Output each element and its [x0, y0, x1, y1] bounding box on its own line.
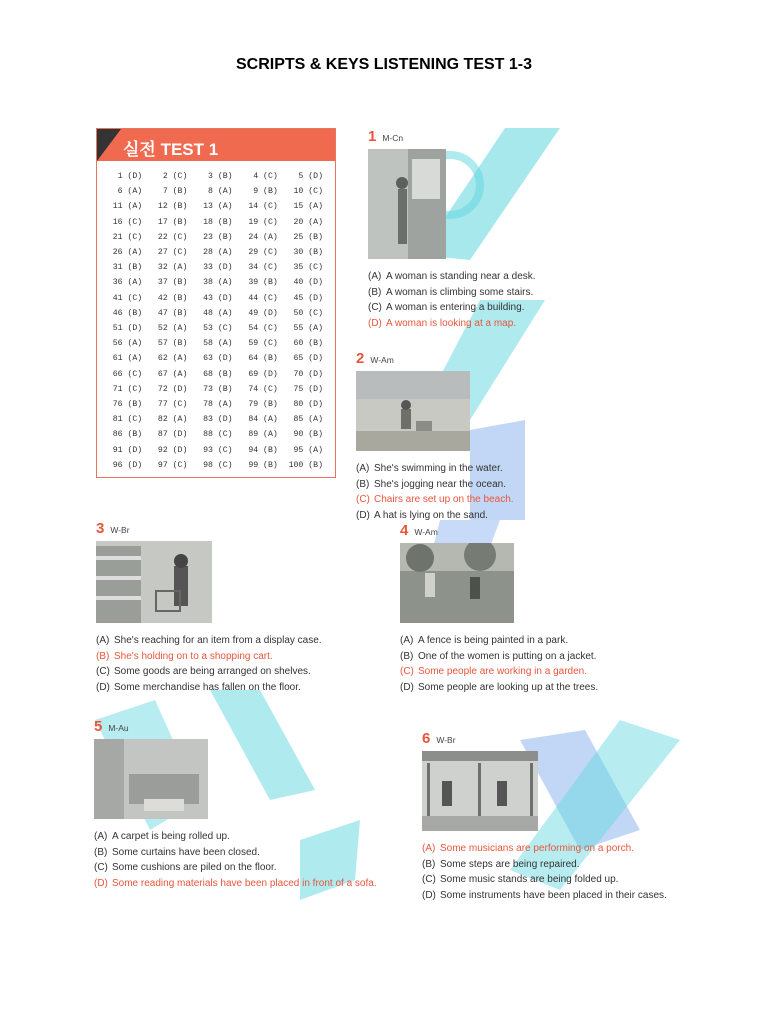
question-2: [356, 350, 686, 523]
answer-key-cell: 82 (A): [157, 415, 188, 425]
option-text: A carpet is being rolled up.: [112, 831, 230, 842]
question-4: [400, 522, 700, 695]
answer-key-cell: 85 (A): [293, 415, 323, 425]
speaker-label: W-Br: [110, 525, 130, 535]
answer-key-cell: 63 (D): [203, 354, 233, 364]
answer-key-cell: 47 (B): [157, 308, 188, 318]
photo-supermarket-shopper: [96, 541, 212, 623]
option-text: Some goods are being arranged on shelves.: [114, 666, 311, 677]
answer-key-cell: 57 (B): [157, 339, 188, 349]
answer-key-cell: 76 (B): [112, 400, 143, 410]
answer-key-cell: 26 (A): [112, 248, 143, 258]
answer-key-cell: 61 (A): [112, 354, 143, 364]
answer-key-cell: 90 (B): [293, 430, 323, 440]
option-correct: [368, 316, 698, 332]
answer-key-cell: 4 (C): [253, 172, 278, 181]
option: [368, 285, 698, 301]
answer-key-cell: 64 (B): [248, 354, 278, 364]
answer-key-cell: 79 (B): [248, 400, 278, 410]
option: [400, 633, 700, 649]
option: [96, 680, 396, 696]
answer-key-cell: 39 (B): [248, 278, 278, 288]
option-letter: (A): [422, 843, 436, 854]
answer-key-cell: 28 (A): [203, 248, 233, 258]
answer-key-cell: 16 (C): [112, 217, 143, 227]
option-text: Some merchandise has fallen on the floor.: [114, 681, 301, 693]
answer-key-cell: 94 (B): [248, 445, 278, 455]
answer-key-cell: 84 (A): [248, 415, 278, 425]
answer-key-cell: 34 (C): [248, 263, 278, 273]
answer-key-cell: 68 (B): [203, 369, 233, 379]
option-text: A hat is lying on the sand.: [374, 509, 488, 521]
option-letter: (B): [400, 650, 414, 662]
option-text: Some musicians are performing on a porch.: [440, 843, 634, 854]
answer-key-title: 실전 TEST 1: [123, 140, 219, 159]
option: [96, 664, 396, 680]
answer-key-cell: 49 (D): [248, 308, 278, 318]
answer-key-cell: 54 (C): [248, 324, 278, 334]
photo-beach-woman: [356, 371, 470, 451]
answer-key-cell: 37 (B): [157, 278, 188, 288]
option-letter: (B): [368, 286, 382, 298]
speaker-label: M-Cn: [382, 133, 404, 143]
option-letter: (C): [400, 666, 414, 677]
option-correct: [356, 492, 686, 508]
answer-key-cell: 42 (B): [157, 293, 188, 303]
answer-key-cell: 65 (D): [293, 354, 323, 364]
option: [400, 680, 700, 696]
option-correct: [400, 664, 700, 680]
question-number: 2: [356, 350, 365, 367]
answer-key-cell: 9 (B): [253, 187, 278, 197]
option-text: Some music stands are being folded up.: [440, 874, 619, 885]
option-text: Some reading materials have been placed in front of a sofa.: [112, 877, 377, 889]
answer-key-header: [97, 129, 335, 161]
answer-key-cell: 95 (A): [293, 445, 323, 455]
answer-key-cell: 70 (D): [293, 369, 323, 379]
answer-key-cell: 46 (B): [112, 308, 143, 318]
answer-key-cell: 81 (C): [112, 415, 143, 425]
answer-key-cell: 60 (B): [293, 339, 323, 349]
option: [368, 300, 698, 316]
page-title: SCRIPTS & KEYS LISTENING TEST 1-3: [235, 56, 533, 73]
option: [356, 461, 686, 477]
answer-key-cell: 87 (D): [157, 430, 188, 440]
speaker-label: W-Am: [414, 527, 438, 537]
answer-key-cell: 86 (B): [112, 430, 143, 440]
answer-key-cell: 89 (A): [248, 430, 278, 440]
question-number: 1: [368, 128, 377, 145]
answer-key-cell: 32 (A): [157, 263, 188, 273]
answer-key-cell: 51 (D): [112, 324, 143, 334]
speaker-label: M-Au: [108, 723, 129, 733]
answer-key-cell: 7 (B): [162, 187, 188, 197]
answer-key-cell: 99 (B): [248, 460, 278, 470]
option-letter: (A): [356, 463, 370, 474]
answer-key-cell: 40 (D): [293, 278, 323, 288]
option-letter: (B): [94, 846, 108, 858]
option-letter: (D): [422, 889, 436, 901]
answer-key-cell: 1 (D): [117, 172, 143, 181]
option-letter: (D): [356, 509, 370, 521]
option: [422, 857, 722, 873]
answer-key-cell: 24 (A): [248, 232, 278, 242]
option-text: A woman is entering a building.: [386, 302, 525, 313]
answer-key-cell: 29 (C): [248, 248, 278, 258]
option-letter: (C): [94, 862, 108, 873]
answer-key-cell: 66 (C): [112, 369, 143, 379]
answer-key-cell: 12 (B): [157, 202, 188, 212]
answer-key-cell: 21 (C): [112, 232, 143, 242]
option-letter: (A): [94, 831, 108, 842]
option-letter: (D): [400, 681, 414, 693]
answer-key-cell: 15 (A): [293, 202, 323, 212]
option-letter: (D): [96, 681, 110, 693]
answer-key-cell: 13 (A): [203, 202, 233, 212]
question-5: [94, 718, 394, 891]
answer-key-cell: 41 (C): [112, 293, 143, 303]
answer-key-cell: 6 (A): [117, 187, 143, 197]
answer-key-cell: 33 (D): [203, 263, 233, 273]
answer-key-cell: 74 (C): [248, 384, 278, 394]
options-list: [356, 461, 686, 523]
photo-porch-musicians: [422, 751, 538, 831]
option: [94, 860, 394, 876]
answer-key-cell: 45 (D): [293, 293, 323, 303]
answer-key-cell: 44 (C): [248, 293, 278, 303]
answer-key-cell: 19 (C): [248, 217, 278, 227]
answer-key-cell: 8 (A): [208, 187, 233, 197]
option: [368, 269, 698, 285]
answer-key-cell: 31 (B): [112, 263, 143, 273]
option: [356, 508, 686, 524]
option-text: A fence is being painted in a park.: [418, 635, 569, 646]
option: [400, 649, 700, 665]
answer-key-cell: 20 (A): [293, 217, 323, 227]
option-text: Some curtains have been closed.: [112, 846, 260, 858]
option-text: She's jogging near the ocean.: [374, 478, 507, 490]
question-6: [422, 730, 722, 903]
option-letter: (C): [422, 874, 436, 885]
answer-key-cell: 27 (C): [157, 248, 188, 258]
option-letter: (A): [368, 271, 382, 282]
option-letter: (B): [96, 650, 110, 662]
answer-key-cell: 22 (C): [157, 232, 188, 242]
answer-key-cell: 73 (B): [203, 384, 233, 394]
option: [96, 633, 396, 649]
answer-key-cell: 75 (D): [293, 384, 323, 394]
answer-key-cell: 62 (A): [157, 354, 188, 364]
photo-garden-workers: [400, 543, 514, 623]
answer-key-cell: 59 (C): [248, 339, 278, 349]
answer-key-cell: 23 (B): [203, 232, 233, 242]
option-text: Some cushions are piled on the floor.: [112, 862, 277, 873]
answer-key-cell: 14 (C): [248, 202, 278, 212]
option-text: Some instruments have been placed in their cases.: [440, 889, 667, 901]
option-text: A woman is looking at a map.: [386, 317, 517, 329]
answer-key-cell: 43 (D): [203, 293, 233, 303]
answer-key-cell: 10 (C): [293, 187, 323, 197]
answer-key-cell: 72 (D): [157, 384, 188, 394]
options-list: [368, 269, 698, 331]
option-text: One of the women is putting on a jacket.: [418, 650, 597, 662]
answer-key-cell: 11 (A): [112, 202, 143, 212]
speaker-label: W-Am: [370, 355, 394, 365]
answer-key-cell: 35 (C): [293, 263, 323, 273]
option-correct: [94, 876, 394, 892]
answer-key-cell: 52 (A): [157, 324, 188, 334]
question-3: [96, 520, 396, 695]
answer-key-cell: 17 (B): [157, 217, 188, 227]
option: [422, 872, 722, 888]
question-1: [368, 128, 698, 331]
option-text: Some people are looking up at the trees.: [418, 681, 599, 693]
answer-key-cell: 97 (C): [157, 460, 188, 470]
answer-key-cell: 50 (C): [293, 308, 323, 318]
option: [94, 845, 394, 861]
option-correct: [422, 841, 722, 857]
question-number: 5: [94, 718, 103, 735]
photo-living-room: [94, 739, 208, 819]
answer-key-cell: 98 (C): [203, 460, 233, 470]
option: [94, 829, 394, 845]
option-text: She's swimming in the water.: [374, 463, 503, 474]
speaker-label: W-Br: [436, 735, 456, 745]
option-correct: [96, 649, 396, 665]
option-text: Chairs are set up on the beach.: [374, 494, 514, 505]
question-number: 4: [400, 522, 409, 539]
answer-key-cell: 3 (B): [208, 172, 233, 181]
answer-key-cell: 36 (A): [112, 278, 143, 288]
option-letter: (D): [94, 877, 108, 889]
option-letter: (A): [96, 635, 110, 646]
answer-key-cell: 38 (A): [203, 278, 233, 288]
options-list: [96, 633, 396, 695]
answer-key-cell: 55 (A): [293, 324, 323, 334]
answer-key-cell: 56 (A): [112, 339, 143, 349]
question-number: 3: [96, 520, 105, 537]
answer-key-cell: 96 (D): [112, 460, 143, 470]
option-letter: (B): [422, 858, 436, 870]
answer-key-cell: 71 (C): [112, 384, 143, 394]
answer-key-cell: 83 (D): [203, 415, 233, 425]
answer-key-cell: 53 (C): [203, 324, 233, 334]
option-text: Some people are working in a garden.: [418, 666, 587, 677]
options-list: [422, 841, 722, 903]
option-letter: (C): [96, 666, 110, 677]
answer-key-cell: 93 (C): [203, 445, 233, 455]
option-letter: (D): [368, 317, 382, 329]
answer-key-cell: 80 (D): [293, 400, 323, 410]
answer-key-cell: 88 (C): [203, 430, 233, 440]
answer-key-cell: 25 (B): [293, 232, 323, 242]
options-list: [400, 633, 700, 695]
answer-key-cell: 18 (B): [203, 217, 233, 227]
answer-key-cell: 2 (C): [162, 172, 188, 181]
question-number: 6: [422, 730, 431, 747]
photo-woman-near-wall: [368, 149, 446, 259]
answer-key-cell: 69 (D): [248, 369, 278, 379]
option-text: She's holding on to a shopping cart.: [114, 650, 273, 662]
answer-key-cell: 48 (A): [203, 308, 233, 318]
option-text: Some steps are being repaired.: [440, 858, 580, 870]
answer-key-cell: 91 (D): [112, 445, 143, 455]
answer-key-grid: [97, 161, 335, 473]
answer-key-cell: 78 (A): [203, 400, 233, 410]
answer-key-cell: 92 (D): [157, 445, 188, 455]
option-letter: (C): [356, 494, 370, 505]
option-text: A woman is climbing some stairs.: [386, 286, 534, 298]
answer-key-cell: 5 (D): [298, 172, 323, 181]
option-letter: (B): [356, 478, 370, 490]
answer-key-panel: [96, 128, 336, 478]
option: [422, 888, 722, 904]
option: [356, 477, 686, 493]
option-letter: (A): [400, 635, 414, 646]
answer-key-cell: 67 (A): [157, 369, 188, 379]
answer-key-cell: 30 (B): [293, 248, 323, 258]
answer-key-cell: 58 (A): [203, 339, 233, 349]
option-letter: (C): [368, 302, 382, 313]
answer-key-cell: 77 (C): [157, 400, 188, 410]
answer-key-cell: 100 (B): [288, 460, 323, 470]
option-text: A woman is standing near a desk.: [386, 271, 536, 282]
option-text: She's reaching for an item from a display case.: [114, 635, 322, 646]
options-list: [94, 829, 394, 891]
